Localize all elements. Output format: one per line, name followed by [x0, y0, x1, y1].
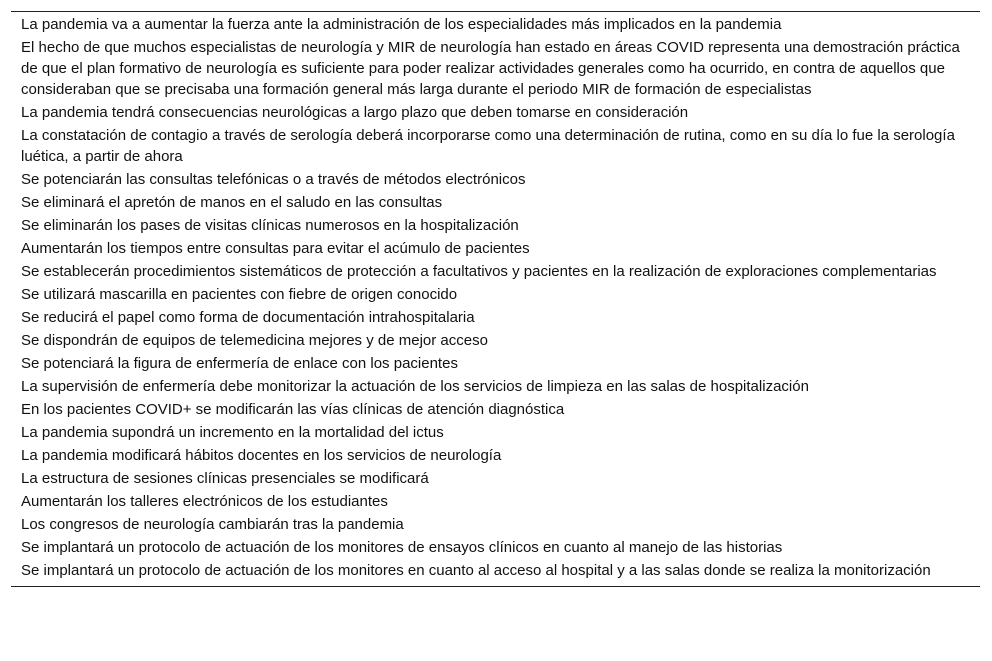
table-cell: Aumentarán los tiempos entre consultas para evitar el acúmulo de pacientes — [21, 240, 530, 257]
table-cell: Se implantará un protocolo de actuación de los monitores de ensayos clínicos en cuanto al manejo de las historias — [21, 539, 783, 556]
table-cell: Aumentarán los talleres electrónicos de los estudiantes — [21, 493, 388, 510]
table-row — [11, 514, 980, 537]
table-cell: La pandemia supondrá un incremento en la mortalidad del ictus — [21, 424, 444, 441]
table-row — [11, 215, 980, 238]
table-row — [11, 376, 980, 399]
table-row — [11, 445, 980, 468]
table-row — [11, 238, 980, 261]
statements-table — [11, 11, 980, 587]
table-row — [11, 169, 980, 192]
table-row — [11, 330, 980, 353]
table-cell: El hecho de que muchos especialistas de neurología y MIR de neurología han estado en áreas COVID representa una demostración práctica de que el plan formativo de neurología es suficiente para poder realizar actividades generales como ha ocurrido, en contra de aquellos que consideraban que se precisaba una formación general más larga durante el periodo MIR de formación de especialistas — [21, 39, 960, 98]
table-cell: Se implantará un protocolo de actuación de los monitores en cuanto al acceso al hospital y a las salas donde se realiza la monitorización — [21, 562, 931, 579]
table-row — [11, 560, 980, 586]
table-cell: Se dispondrán de equipos de telemedicina mejores y de mejor acceso — [21, 332, 488, 349]
table-row — [11, 468, 980, 491]
table-row — [11, 125, 980, 169]
table-row — [11, 261, 980, 284]
table-row — [11, 307, 980, 330]
table-cell: La pandemia tendrá consecuencias neurológicas a largo plazo que deben tomarse en consideración — [21, 104, 689, 121]
table-row — [11, 102, 980, 125]
table-row — [11, 422, 980, 445]
table-cell: En los pacientes COVID+ se modificarán las vías clínicas de atención diagnóstica — [21, 401, 565, 418]
table-row — [11, 284, 980, 307]
table-row — [11, 537, 980, 560]
table-cell: Se eliminará el apretón de manos en el saludo en las consultas — [21, 194, 443, 211]
table-cell: Se potenciará la figura de enfermería de enlace con los pacientes — [21, 355, 458, 372]
table-cell: Se utilizará mascarilla en pacientes con fiebre de origen conocido — [21, 286, 458, 303]
table-cell: Se eliminarán los pases de visitas clínicas numerosos en la hospitalización — [21, 217, 519, 234]
table-cell: La pandemia va a aumentar la fuerza ante la administración de los especialidades más implicados en la pandemia — [21, 16, 782, 33]
table-cell: Se potenciarán las consultas telefónicas o a través de métodos electrónicos — [21, 171, 526, 188]
table-row — [11, 353, 980, 376]
table-cell: La supervisión de enfermería debe monitorizar la actuación de los servicios de limpieza en las salas de hospitalización — [21, 378, 809, 395]
table-cell: Se establecerán procedimientos sistemáticos de protección a facultativos y pacientes en la realización de exploraciones complementarias — [21, 263, 937, 280]
table-row — [11, 491, 980, 514]
table-cell: La estructura de sesiones clínicas presenciales se modificará — [21, 470, 429, 487]
table-row — [11, 192, 980, 215]
statements-table-body — [11, 12, 980, 586]
table-row — [11, 37, 980, 102]
table-cell: La pandemia modificará hábitos docentes en los servicios de neurología — [21, 447, 502, 464]
table-row — [11, 12, 980, 37]
table-row — [11, 399, 980, 422]
table-cell: Se reducirá el papel como forma de documentación intrahospitalaria — [21, 309, 475, 326]
table-cell: Los congresos de neurología cambiarán tras la pandemia — [21, 516, 404, 533]
table-cell: La constatación de contagio a través de serología deberá incorporarse como una determinación de rutina, como en su día lo fue la serología luética, a partir de ahora — [21, 127, 955, 165]
